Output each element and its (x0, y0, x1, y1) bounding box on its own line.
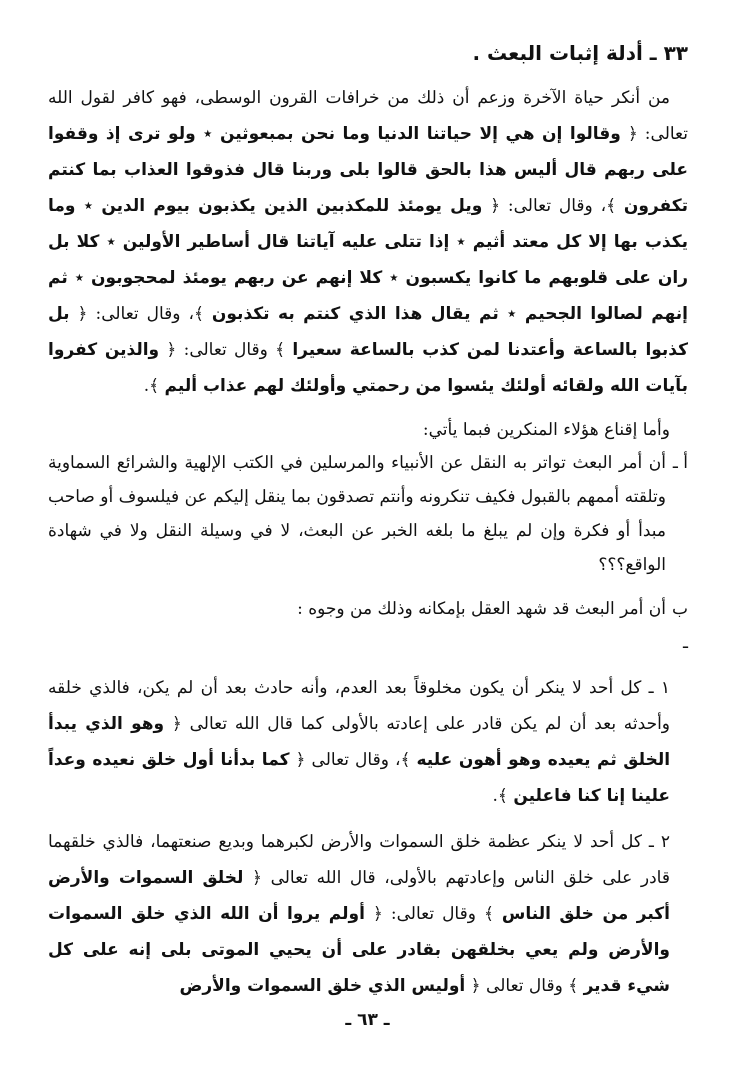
quran-open-bracket: ﴿ (77, 304, 88, 324)
quran-verse: لخلق السموات والأرض أكبر من خلق الناس (48, 868, 671, 924)
section-heading: ٣٣ ـ أدلة إثبات البعث . (472, 41, 688, 65)
quran-verse: أولم يروا أن الله الذي خلق السموات والأرض ولم يعي بخلقهن بقادر على أن يحيي الموتى بلى إنه على كل شيء قدير (48, 904, 670, 996)
connector-text: وقال تعالى: (95, 304, 181, 324)
quran-open-bracket: ﴿ (295, 750, 306, 770)
list-item-b (48, 592, 688, 660)
list-marker: أ ـ (672, 453, 688, 473)
quran-verse: وقالوا إن هي إلا حياتنا الدنيا وما نحن بمبعوثين ٭ ولو ترى إذ وقفوا على ربهم قال أليس هذا بالحق قالوا بلى وربنا قال فذوقوا العذاب بما كنتم تكفرون (48, 124, 689, 216)
connector-text: وقال تعالى: (390, 904, 476, 924)
quran-open-bracket: ﴿ (251, 868, 262, 888)
quran-close-bracket: ﴾، (600, 196, 617, 216)
quran-open-bracket: ﴿ (470, 976, 481, 996)
paragraph-denial (48, 80, 688, 404)
spacer (48, 582, 688, 592)
quran-close-bracket: ﴾ (483, 904, 494, 924)
spacer (48, 660, 688, 670)
persuasion-lead: وأما إقناع هؤلاء المنكرين فبما يأتي: (422, 420, 670, 440)
quran-open-bracket: ﴿ (166, 340, 177, 360)
quran-close-bracket: ﴾ (568, 976, 579, 996)
quran-open-bracket: ﴿ (372, 904, 383, 924)
quran-close-bracket: ﴾. (492, 786, 508, 806)
quran-verse: بل كذبوا بالساعة وأعتدنا لمن كذب بالساعة سعيرا (48, 304, 689, 360)
quran-close-bracket: ﴾ (275, 340, 286, 360)
sub-point-1 (48, 670, 688, 814)
paragraph-intro: من أنكر حياة الآخرة وزعم أن ذلك من خرافات القرون الوسطى، فهو كافر لقول الله تعالى: (48, 88, 688, 144)
quran-open-bracket: ﴿ (171, 714, 182, 734)
sub-point-2 (48, 824, 688, 1004)
quran-open-bracket: ﴿ (627, 124, 638, 144)
list-item-a (48, 446, 688, 582)
list-item-text: أن أمر البعث تواتر به النقل عن الأنبياء والمرسلين في الكتب الإلهية والشرائع السماوية وتلقته أممهم بالقبول فكيف تنكرونه وأنتم تصدقون بما ينقل إليكم عن فيلسوف أو صاحب مبدأ أو فكرة وإن لم يبلغ ما بلغه الخبر عن البعث، لا في وسيلة النقل ولا في شهادة الواقع؟؟؟ (48, 453, 666, 575)
list-item-text: أن أمر البعث قد شهد العقل بإمكانه وذلك من وجوه : (297, 599, 666, 619)
quran-close-bracket: ﴾، (188, 304, 204, 324)
page-content (48, 38, 688, 1004)
quran-open-bracket: ﴿ (490, 196, 501, 216)
quran-verse: وهو الذي يبدأ الخلق ثم يعيده وهو أهون عليه (48, 714, 671, 770)
list-marker: ب ـ (671, 599, 688, 653)
sub-point-intro: ٢ ـ كل أحد لا ينكر عظمة خلق السموات والأرض لكبرهما وبديع صنعتهما، فالذي خلقهما قادر على خلق الناس وإعادتهم بالأولى، قال الله تعالى (48, 832, 670, 888)
quran-close-bracket: ﴾، (394, 750, 411, 770)
connector-text: وقال تعالى (311, 750, 389, 770)
connector-text: وقال تعالى: (507, 196, 593, 216)
quran-close-bracket: ﴾. (143, 376, 160, 396)
page-number: ـ ٦٣ ـ (345, 1010, 390, 1030)
quran-verse: ويل يومئذ للمكذبين الذين يكذبون بيوم الدين ٭ وما يكذب بها إلا كل معتد أثيم ٭ إذا تتلى عليه آياتنا قال أساطير الأولين ٭ كلا بل ران على قلوبهم ما كانوا يكسبون ٭ كلا إنهم عن ربهم يومئذ لمحجوبون ٭ ثم إنهم لصالوا الجحيم ٭ ثم يقال هذا الذي كنتم به تكذبون (48, 196, 689, 324)
connector-text: وقال تعالى (486, 976, 563, 996)
connector-text: وقال تعالى: (183, 340, 268, 360)
spacer (48, 814, 688, 824)
quran-verse: والذين كفروا بآيات الله ولقائه أولئك يئسوا من رحمتي وأولئك لهم عذاب أليم (48, 340, 688, 396)
quran-verse: أوليس الذي خلق السموات والأرض (179, 976, 466, 996)
spacer (48, 404, 688, 414)
quran-verse: كما بدأنا أول خلق نعيده وعداً علينا إنا كنا فاعلين (48, 750, 670, 806)
sub-point-intro: ١ ـ كل أحد لا ينكر أن يكون مخلوقاً بعد العدم، وأنه حادث بعد أن لم يكن، فالذي خلقه وأحدثه بعد أن لم يكن قادر على إعادته بالأولى كما قال الله تعالى (48, 678, 671, 734)
